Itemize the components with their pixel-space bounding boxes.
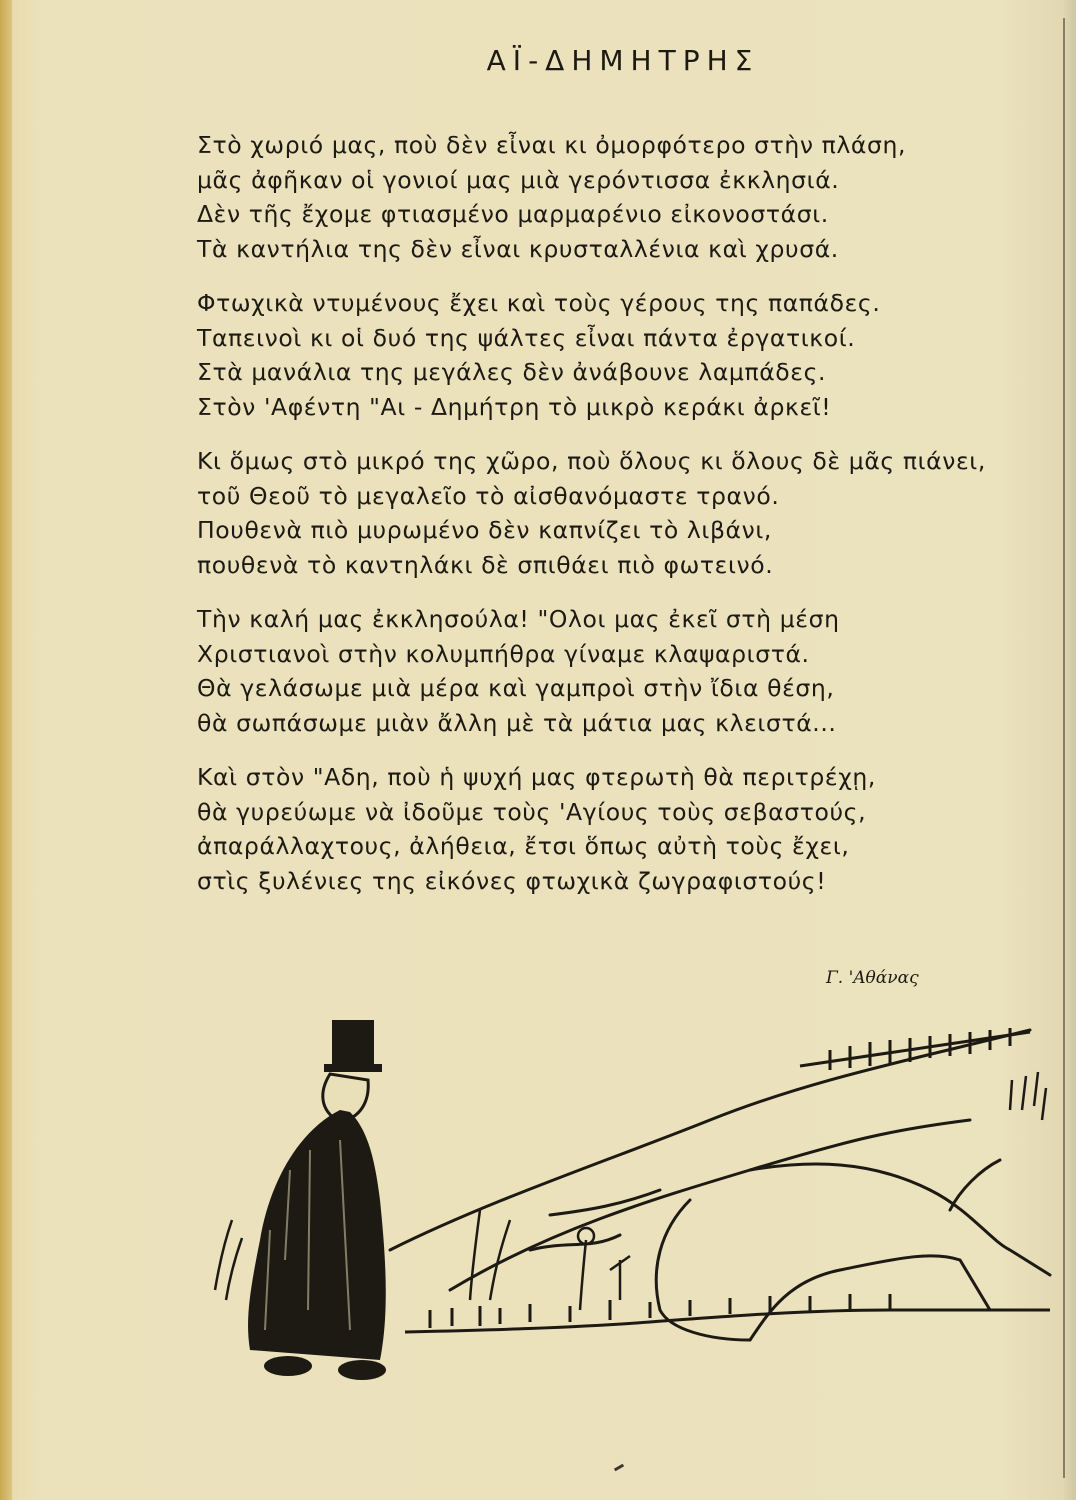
stanza-5 <box>197 760 1059 898</box>
poem-line: πουθενὰ τὸ καντηλάκι δὲ σπιθάει πιὸ φωτεινό. <box>197 550 774 579</box>
poem-line: Δὲν τῆς ἔχομε φτιασμένο μαρμαρένιο εἰκονοστάσι. <box>197 200 829 228</box>
poem-line: Τὰ καντήλια της δὲν εἶναι κρυσταλλένια καὶ χρυσά. <box>197 234 839 263</box>
poem-line: Φτωχικὰ ντυμένους ἔχει καὶ τοὺς γέρους της παπάδες. <box>197 289 881 317</box>
poem-line: Τὴν καλή μας ἐκκλησούλα! "Ολοι μας ἐκεῖ στὴ μέση <box>197 605 840 633</box>
poem-line: θὰ γυρεύωμε νὰ ἰδοῦμε τοὺς 'Αγίους τοὺς σεβαστούς, <box>197 797 867 826</box>
poem-line: Ταπεινοὶ κι οἱ δυό της ψάλτες εἶναι πάντα ἐργατικοί. <box>197 323 856 352</box>
poem-line: Καὶ στὸν "Αδη, ποὺ ἡ ψυχή μας φτερωτὴ θὰ περιτρέχῃ, <box>197 763 876 791</box>
poem-line: μᾶς ἀφῆκαν οἱ γονιοί μας μιὰ γερόντισσα ἐκκλησιά. <box>197 165 840 194</box>
stanza-4 <box>197 602 1059 740</box>
poem-line: Στὸν 'Αφέντη "Αι - Δημήτρη τὸ μικρὸ κεράκι ἀρκεῖ! <box>197 392 832 421</box>
priest-walking-illustration <box>190 1010 1060 1390</box>
poem-line: Στὸ χωριό μας, ποὺ δὲν εἶναι κι ὀμορφότερο στὴν πλάση, <box>197 131 907 159</box>
column-rule <box>1063 18 1065 1478</box>
poem-title: ΑΪ-ΔΗΜΗΤΡΗΣ <box>486 44 760 77</box>
stanza-2 <box>197 286 1059 424</box>
poem-line: Πουθενὰ πιὸ μυρωμένο δὲν καπνίζει τὸ λιβάνι, <box>197 516 772 544</box>
poem-line: ἀπαράλλαχτους, ἀλήθεια, ἔτσι ὅπως αὐτὴ τοὺς ἔχει, <box>197 832 850 860</box>
poem-body <box>197 128 1059 918</box>
page-edge <box>0 0 12 1500</box>
author-signature: Γ. 'Αθάνας <box>826 968 919 988</box>
priest-figure <box>248 1020 386 1380</box>
poem-line: θὰ σωπάσωμε μιὰν ἄλλη μὲ τὰ μάτια μας κλειστά... <box>197 708 837 737</box>
fence <box>800 1028 1030 1070</box>
poem-line: στὶς ξυλένιες της εἰκόνες φτωχικὰ ζωγραφιστούς! <box>197 866 827 895</box>
poem-line: Χριστιανοὶ στὴν κολυμπήθρα γίναμε κλαψαριστά. <box>197 639 810 668</box>
poem-line: Θὰ γελάσωμε μιὰ μέρα καὶ γαμπροὶ στὴν ἴδια θέση, <box>197 674 835 702</box>
print-speck <box>614 1464 624 1472</box>
poem-line: Κι ὅμως στὸ μικρό της χῶρο, ποὺ ὅλους κι ὅλους δὲ μᾶς πιάνει, <box>197 447 986 475</box>
poem-line: τοῦ Θεοῦ τὸ μεγαλεῖο τὸ αἰσθανόμαστε τρανό. <box>197 481 780 510</box>
hill-path <box>390 1030 1050 1340</box>
stanza-3 <box>197 444 1059 582</box>
poem-line: Στὰ μανάλια της μεγάλες δὲν ἀνάβουνε λαμπάδες. <box>197 358 827 386</box>
ground-line <box>405 1294 1050 1332</box>
stanza-1 <box>197 128 1059 266</box>
